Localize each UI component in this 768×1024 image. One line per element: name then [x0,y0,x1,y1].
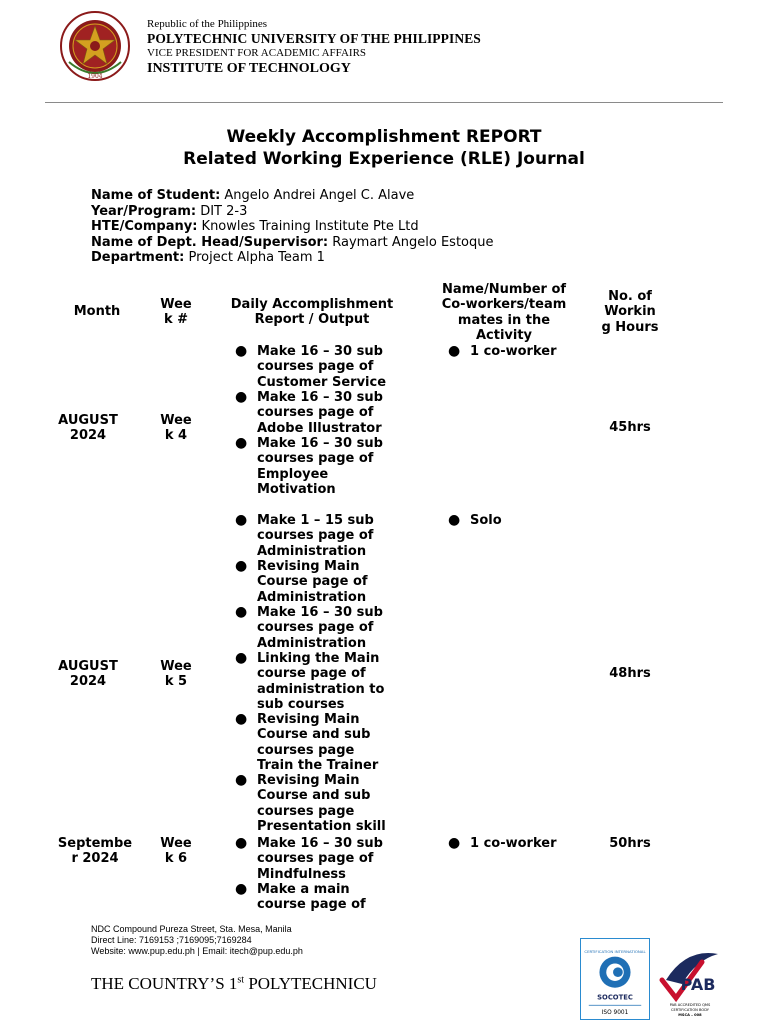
row2-week: Wee k 5 [160,659,192,690]
list-item: ● Linking the Main course page of administration to sub courses [235,650,385,712]
svg-text:ISO 9001: ISO 9001 [601,1009,629,1016]
row1-month: AUGUST 2024 [58,413,118,444]
list-item: ● Make 16 – 30 sub courses page of Mindfulness [235,835,383,882]
svg-text:CERTIFICATION INTERNATIONAL: CERTIFICATION INTERNATIONAL [584,948,646,954]
student-info [91,188,494,266]
footer-web: Website: www.pup.edu.ph | Email: itech@pup.edu.ph [91,946,303,956]
footer-contact [91,924,303,957]
row2-month: AUGUST 2024 [58,659,118,690]
pab-accreditation-badge-icon [656,940,724,1020]
row3-month: Septembe r 2024 [57,836,133,867]
motto: THE COUNTRY’S 1st POLYTECHNICU [91,974,377,993]
title-line-1: Weekly Accomplishment REPORT [226,127,542,147]
row3-hours: 50hrs [609,836,651,851]
list-item: ● Make 1 – 15 sub courses page of Administration [235,512,374,559]
list-item: ● Make 16 – 30 sub courses page of Customer Service [235,343,387,390]
list-item: ● Revising Main Course and sub courses page Presentation skill [235,772,386,834]
col-header-month: Month [73,304,121,319]
header-divider [45,102,723,103]
list-item: ● Make a main course page of [235,881,366,913]
row1-hours: 45hrs [609,420,651,435]
info-student: Name of Student: Angelo Andrei Angel C. Alave [91,188,415,203]
seal-year: 1904 [87,73,103,80]
col-header-coworkers: Name/Number of Co-workers/team mates in the Activity [441,282,567,343]
info-program: Year/Program: DIT 2-3 [91,203,248,219]
col-header-accomplishment: Daily Accomplishment Report / Output [230,297,394,328]
col-header-week: Wee k # [160,297,192,328]
footer-phone: Direct Line: 7169153 ;7169095;7169284 [91,935,252,945]
institute-name: INSTITUTE OF TECHNOLOGY [147,60,351,76]
republic-line: Republic of the Philippines [147,18,268,30]
row2-hours: 48hrs [609,666,651,681]
svg-text:CERTIFICATION BODY: CERTIFICATION BODY [671,1008,709,1012]
svg-text:MSCA – 008: MSCA – 008 [678,1013,702,1017]
report-title [0,126,768,170]
list-item: ● Revising Main Course page of Administration [235,558,368,605]
svg-text:SOCOTEC: SOCOTEC [597,993,633,1002]
title-line-2: Related Working Experience (RLE) Journal [183,149,585,169]
col-header-hours: No. of Workin g Hours [601,289,659,335]
row3-week: Wee k 6 [160,836,192,867]
office-name: VICE PRESIDENT FOR ACADEMIC AFFAIRS [147,47,367,60]
pup-seal-icon [47,10,143,82]
info-company: HTE/Company: Knowles Training Institute Pte Ltd [91,219,419,234]
svg-text:PAB: PAB [680,975,716,994]
row1-week: Wee k 4 [160,413,192,444]
list-item: ● Make 16 – 30 sub courses page of Adobe Illustrator [235,389,383,436]
list-item: ● Make 16 – 30 sub courses page of Employee Motivation [235,435,383,497]
list-item: ● Revising Main Course and sub courses page Train the Trainer [235,711,379,773]
footer-address: NDC Compound Pureza Street, Sta. Mesa, Manila [91,924,292,934]
socotec-iso-badge-icon [580,938,650,1020]
info-supervisor: Name of Dept. Head/Supervisor: Raymart Angelo Estoque [91,234,494,250]
svg-text:PAB ACCREDITED QMS: PAB ACCREDITED QMS [669,1003,711,1007]
info-department: Department: Project Alpha Team 1 [91,250,325,265]
university-name: POLYTECHNIC UNIVERSITY OF THE PHILIPPINES [147,31,481,47]
letterhead [147,18,481,77]
list-item: ● Make 16 – 30 sub courses page of Administration [235,604,383,651]
